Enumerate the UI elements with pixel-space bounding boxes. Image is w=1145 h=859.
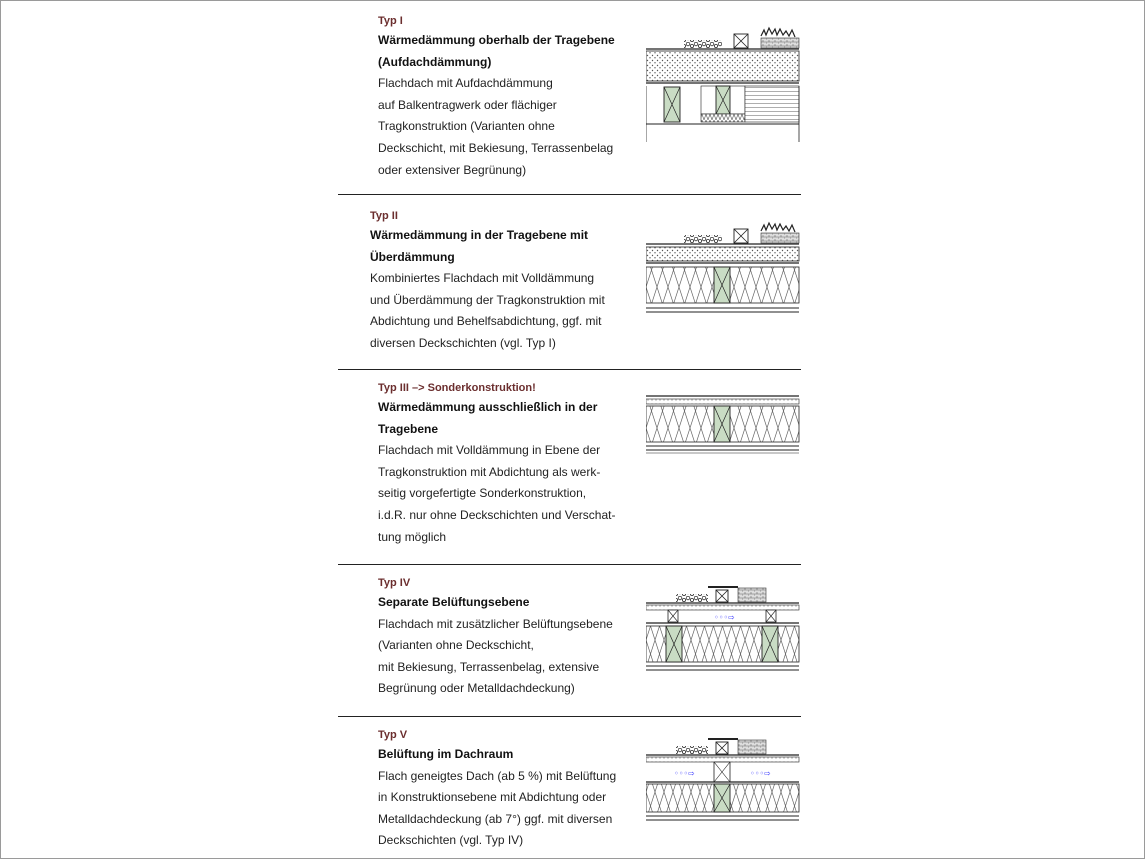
description-line: Kombiniertes Flachdach mit Volldämmung	[370, 271, 595, 286]
description-line: Tragkonstruktion (Varianten ohne	[378, 119, 555, 134]
type-label: Typ III –> Sonderkonstruktion!	[378, 382, 536, 394]
description-line: i.d.R. nur ohne Deckschichten und Verschat-	[378, 507, 616, 522]
description-line: Abdichtung und Behelfsabdichtung, ggf. mit	[370, 314, 602, 329]
description-line: Flach geneigtes Dach (ab 5 %) mit Belüftung	[378, 768, 617, 783]
description-line: Begrünung oder Metalldachdeckung)	[378, 681, 575, 696]
section-typ-3	[338, 379, 801, 564]
type-label: Typ II	[370, 210, 398, 222]
section-divider	[338, 716, 801, 717]
description-line: in Konstruktionsebene mit Abdichtung oder	[378, 790, 607, 805]
section-typ-4-text	[378, 574, 613, 700]
description-line: Deckschicht, mit Bekiesung, Terrassenbelag	[378, 140, 614, 155]
heading-line: Wärmedämmung oberhalb der Tragebene	[378, 33, 615, 47]
description-line: mit Bekiesung, Terrassenbelag, extensive	[378, 659, 600, 674]
description-line: seitig vorgefertigte Sonderkonstruktion,	[378, 486, 587, 501]
description-line: oder extensiver Begrünung)	[378, 162, 527, 177]
description-line: Flachdach mit zusätzlicher Belüftungsebene	[378, 616, 613, 631]
description-line: Tragkonstruktion mit Abdichtung als werk-	[378, 464, 601, 479]
heading-line: Wärmedämmung in der Tragebene mit	[370, 228, 589, 242]
description-line: und Überdämmung der Tragkonstruktion mit	[370, 292, 605, 307]
roof-section-diagram-typ-4	[646, 584, 801, 684]
heading-line: Tragebene	[378, 421, 439, 436]
description-line: Metalldachdeckung (ab 7°) ggf. mit diversen	[378, 811, 613, 826]
description-line: tung möglich	[378, 529, 447, 544]
type-label: Typ V	[378, 729, 408, 741]
svg-text:◦◦◦⇨: ◦◦◦⇨	[674, 769, 695, 778]
svg-text:◦◦◦⇨: ◦◦◦⇨	[750, 769, 771, 778]
description-line: (Varianten ohne Deckschicht,	[378, 638, 534, 653]
section-divider	[338, 194, 801, 195]
roof-section-diagram-typ-5	[646, 736, 801, 836]
section-typ-5-text	[378, 726, 616, 852]
section-typ-2	[338, 207, 801, 369]
roof-section-diagram-typ-2	[646, 219, 801, 319]
description-line: auf Balkentragwerk oder flächiger	[378, 97, 557, 112]
heading-line: Separate Belüftungsebene	[378, 595, 530, 609]
section-typ-1	[338, 12, 801, 194]
section-typ-1-text	[378, 12, 615, 181]
section-typ-3-text	[378, 379, 615, 548]
description-line: Flachdach mit Aufdachdämmung	[378, 76, 553, 91]
section-typ-2-text	[370, 207, 605, 355]
roof-section-diagram-typ-1	[646, 24, 801, 144]
section-divider	[338, 564, 801, 565]
heading-line: (Aufdachdämmung)	[378, 54, 492, 69]
type-label: Typ IV	[378, 577, 411, 589]
type-label: Typ I	[378, 15, 403, 27]
section-typ-5	[338, 726, 801, 856]
roof-section-diagram-typ-3	[646, 394, 801, 466]
svg-text:◦◦◦⇨: ◦◦◦⇨	[714, 613, 735, 622]
heading-line: Wärmedämmung ausschließlich in der	[378, 400, 598, 414]
description-line: Deckschichten (vgl. Typ IV)	[378, 833, 524, 848]
heading-line: Belüftung im Dachraum	[378, 747, 514, 761]
section-typ-4	[338, 574, 801, 716]
heading-line: Überdämmung	[370, 249, 455, 264]
description-line: Flachdach mit Volldämmung in Ebene der	[378, 443, 601, 458]
description-line: diversen Deckschichten (vgl. Typ I)	[370, 335, 556, 350]
section-divider	[338, 369, 801, 370]
